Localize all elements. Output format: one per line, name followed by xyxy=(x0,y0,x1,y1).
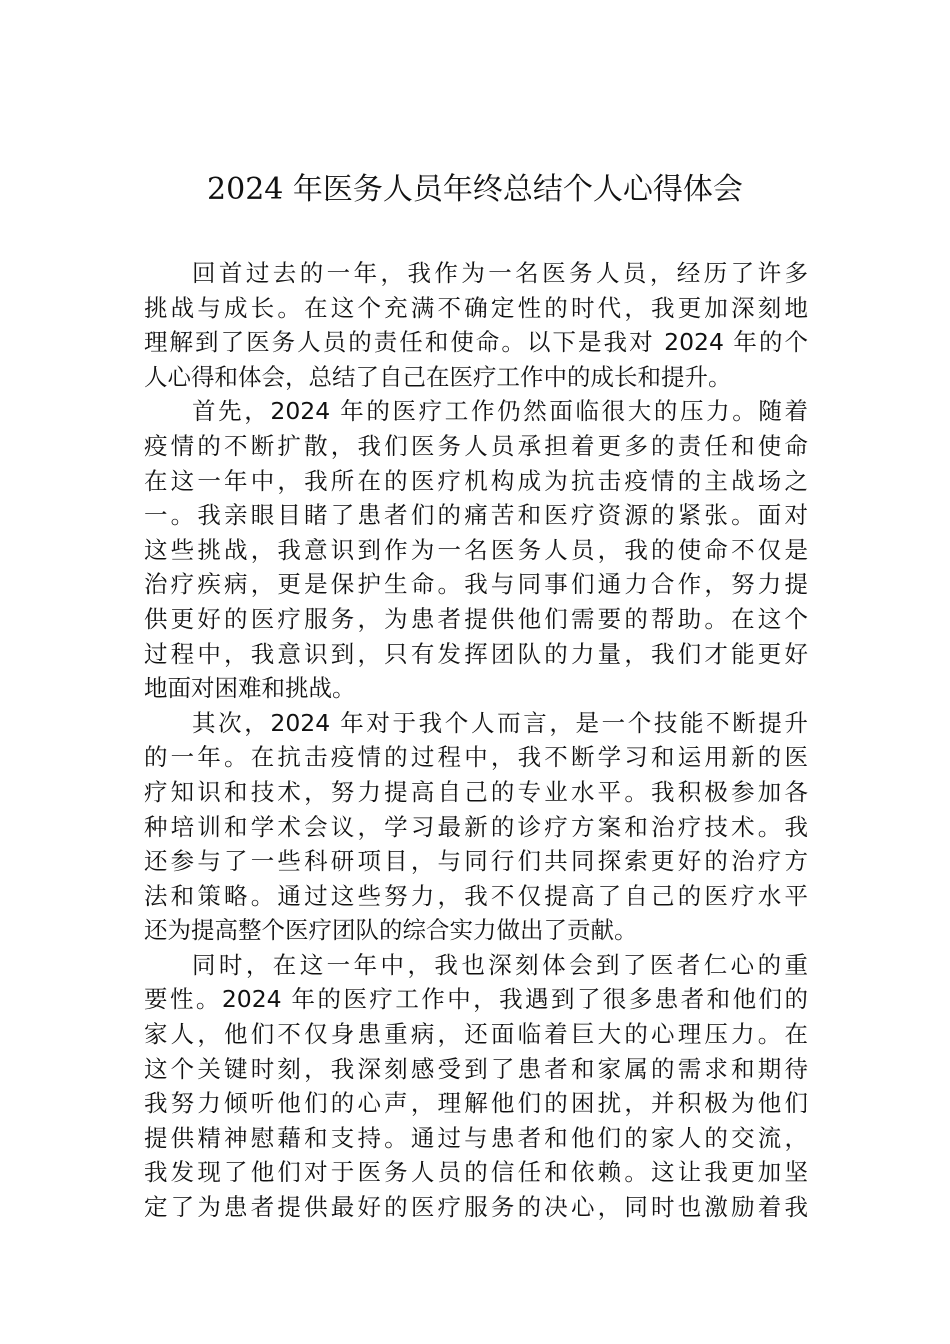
body-text-line: 一。我亲眼目睹了患者们的痛苦和医疗资源的紧张。面对 xyxy=(144,501,808,530)
document-body xyxy=(144,256,808,1225)
body-text-line: 首先，2024 年的医疗工作仍然面临很大的压力。随着 xyxy=(192,397,808,426)
body-text-line: 在这一年中，我所在的医疗机构成为抗击疫情的主战场之 xyxy=(144,466,808,495)
body-text-line: 提供精神慰藉和支持。通过与患者和他们的家人的交流， xyxy=(144,1123,808,1152)
body-text-line: 我努力倾听他们的心声，理解他们的困扰，并积极为他们 xyxy=(144,1089,808,1118)
body-text-line: 挑战与成长。在这个充满不确定性的时代，我更加深刻地 xyxy=(144,293,808,322)
body-text-line: 还参与了一些科研项目，与同行们共同探索更好的治疗方 xyxy=(144,847,808,876)
body-text-line: 其次，2024 年对于我个人而言，是一个技能不断提升 xyxy=(192,708,808,737)
body-text-line: 理解到了医务人员的责任和使命。以下是我对 2024 年的个 xyxy=(144,328,808,357)
body-text-line: 人心得和体会，总结了自己在医疗工作中的成长和提升。 xyxy=(144,362,732,391)
body-text-line: 这些挑战，我意识到作为一名医务人员，我的使命不仅是 xyxy=(144,535,808,564)
body-text-line: 定了为患者提供最好的医疗服务的决心，同时也激励着我 xyxy=(144,1193,808,1222)
body-text-line: 供更好的医疗服务，为患者提供他们需要的帮助。在这个 xyxy=(144,604,808,633)
body-text-line: 过程中，我意识到，只有发挥团队的力量，我们才能更好 xyxy=(144,639,808,668)
body-text-line: 家人，他们不仅身患重病，还面临着巨大的心理压力。在 xyxy=(144,1020,808,1049)
body-text-line: 要性。2024 年的医疗工作中，我遇到了很多患者和他们的 xyxy=(144,985,808,1014)
body-text-line: 疫情的不断扩散，我们医务人员承担着更多的责任和使命 xyxy=(144,431,808,460)
body-text-line: 的一年。在抗击疫情的过程中，我不断学习和运用新的医 xyxy=(144,743,808,772)
body-text-line: 这个关键时刻，我深刻感受到了患者和家属的需求和期待 xyxy=(144,1054,808,1083)
body-text-line: 法和策略。通过这些努力，我不仅提高了自己的医疗水平 xyxy=(144,881,808,910)
body-text-line: 治疗疾病，更是保护生命。我与同事们通力合作，努力提 xyxy=(144,570,808,599)
body-text-line: 同时，在这一年中，我也深刻体会到了医者仁心的重 xyxy=(192,950,808,979)
body-text-line: 还为提高整个医疗团队的综合实力做出了贡献。 xyxy=(144,916,638,945)
body-text-line: 地面对困难和挑战。 xyxy=(144,674,356,703)
body-text-line: 种培训和学术会议，学习最新的诊疗方案和治疗技术。我 xyxy=(144,812,808,841)
body-text-line: 疗知识和技术，努力提高自己的专业水平。我积极参加各 xyxy=(144,777,808,806)
document-title: 2024 年医务人员年终总结个人心得体会 xyxy=(207,172,743,207)
body-text-line: 我发现了他们对于医务人员的信任和依赖。这让我更加坚 xyxy=(144,1158,808,1187)
body-text-line: 回首过去的一年，我作为一名医务人员，经历了许多 xyxy=(192,259,808,287)
